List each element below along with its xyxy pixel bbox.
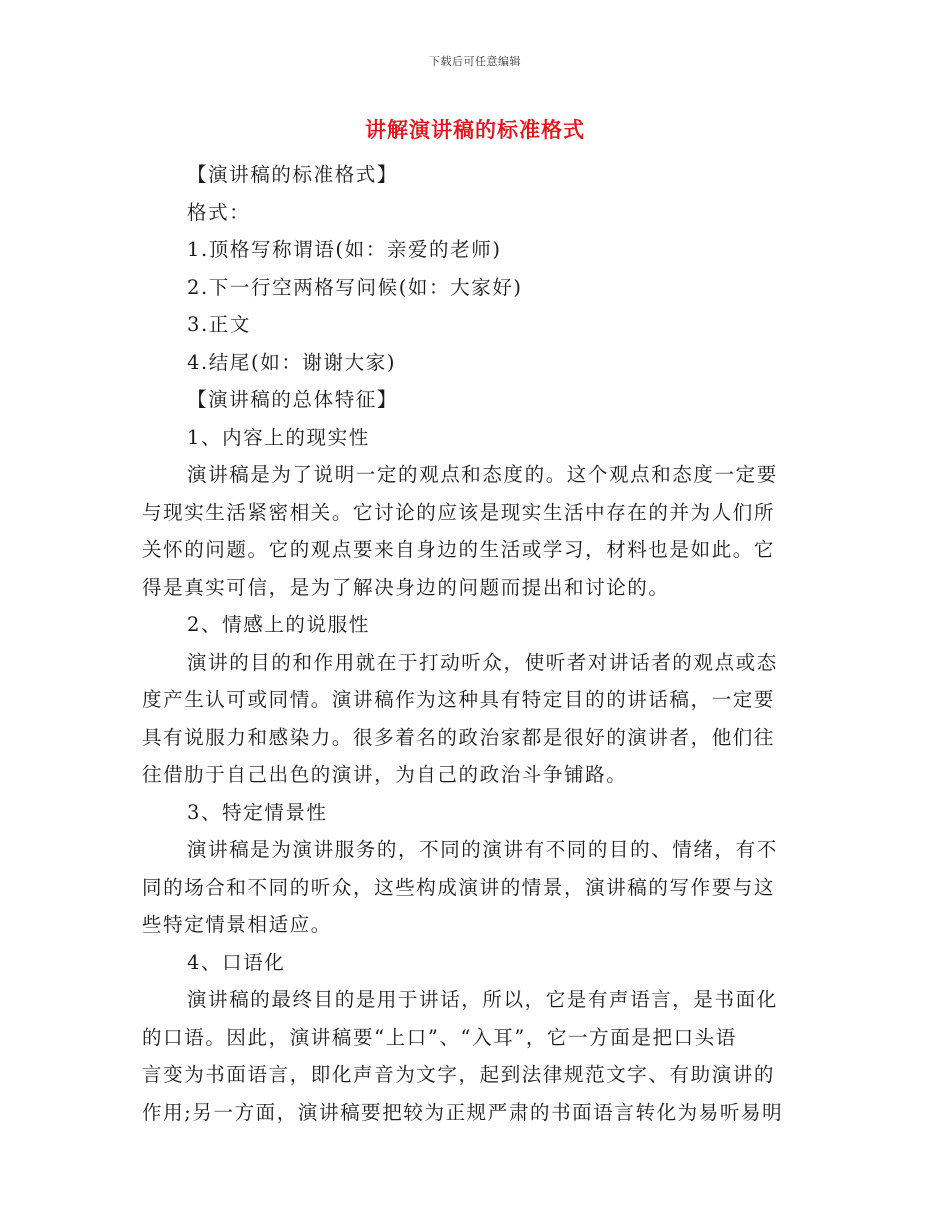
text-line: 3、特定情景性	[187, 800, 328, 824]
text-line: 演讲稿是为了说明一定的观点和态度的。这个观点和态度一定要	[187, 463, 778, 486]
document-title: 讲解演讲稿的标准格式	[365, 117, 585, 142]
text-line: 些特定情景相适应。	[142, 913, 332, 936]
text-line: 演讲稿的最终目的是用于讲话，所以，它是有声语言，是书面化	[187, 988, 778, 1011]
text-line: 具有说服力和感染力。很多着名的政治家都是很好的演讲者，他们往	[142, 725, 776, 749]
text-line: 往借肋于自己出色的演讲，为自己的政治斗争铺路。	[142, 763, 628, 786]
text-line: 格式：	[187, 200, 251, 224]
text-line: 4.结尾(如：谢谢大家)	[187, 350, 397, 374]
text-line: 与现实生活紧密相关。它讨论的应该是现实生活中存在的并为人们所	[142, 500, 776, 524]
header-note: 下载后可任意编辑	[429, 55, 521, 68]
text-line: 关怀的问题。它的观点要来自身边的生活或学习，材料也是如此。它	[142, 538, 776, 561]
text-line: 言变为书面语言，即化声音为文字，起到法律规范文字、有助演讲的	[142, 1063, 776, 1086]
text-line: 作用;另一方面，演讲稿要把较为正规严肃的书面语言转化为易听易明	[142, 1100, 784, 1124]
text-line: 2.下一行空两格写问候(如：大家好)	[187, 275, 523, 299]
text-line: 的口语。因此，演讲稿要“上口”、“入耳”，它一方面是把口头语	[142, 1025, 737, 1049]
text-line: 【演讲稿的标准格式】	[187, 163, 399, 186]
text-line: 4、口语化	[187, 950, 286, 974]
text-line: 2、情感上的说服性	[187, 613, 370, 636]
text-line: 3.正文	[187, 313, 252, 336]
text-line: 得是真实可信，是为了解决身边的问题而提出和讨论的。	[142, 575, 670, 599]
document-body	[142, 156, 808, 1131]
text-line: 度产生认可或同情。演讲稿作为这种具有特定目的的讲话稿，一定要	[142, 688, 776, 711]
text-line: 【演讲稿的总体特征】	[187, 388, 399, 411]
text-line: 1.顶格写称谓语(如：亲爱的老师)	[187, 238, 502, 261]
text-line: 演讲稿是为演讲服务的，不同的演讲有不同的目的、情绪，有不	[187, 838, 778, 861]
text-line: 1、内容上的现实性	[187, 425, 370, 449]
text-line: 同的场合和不同的听众，这些构成演讲的情景，演讲稿的写作要与这	[142, 875, 776, 899]
text-line: 演讲的目的和作用就在于打动听众，使听者对讲话者的观点或态	[187, 650, 778, 674]
